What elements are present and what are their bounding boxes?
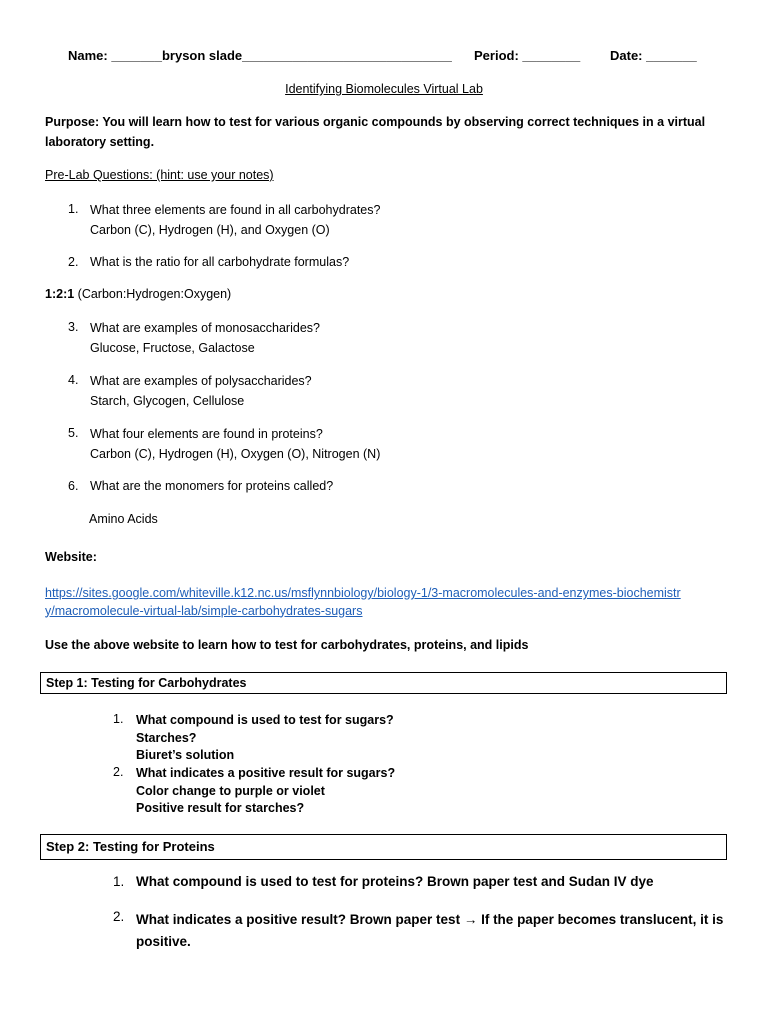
step-item-line: What indicates a positive result? Brown paper test → If the paper becomes translucent, it is	[136, 912, 724, 927]
ratio-description: (Carbon:Hydrogen:Oxygen)	[74, 287, 232, 301]
date-field: Date: _______	[610, 48, 697, 63]
period-field: Period: ________	[474, 48, 581, 63]
instruction-text: Use the above website to learn how to test for carbohydrates, proteins, and lipids	[45, 638, 529, 652]
question-item	[90, 202, 380, 239]
name-field: Name: _______bryson slade_____________________________	[68, 48, 452, 63]
question-text: What are examples of monosaccharides?	[90, 321, 320, 335]
step-item-line: What compound is used to test for proteins? Brown paper test and Sudan IV dye	[136, 874, 654, 889]
step-item-line: What compound is used to test for sugars?	[136, 713, 394, 727]
answer-text: Carbon (C), Hydrogen (H), and Oxygen (O)	[90, 222, 330, 237]
question-item	[90, 373, 312, 410]
question-text: What three elements are found in all carbohydrates?	[90, 203, 381, 217]
question-number: 3.	[68, 320, 79, 334]
step-item-line: Biuret’s solution	[136, 748, 235, 762]
question-number: 6.	[68, 479, 79, 493]
page-title: Identifying Biomolecules Virtual Lab	[285, 82, 483, 96]
step-item-number: 1.	[113, 874, 125, 889]
step-item-line: Color change to purple or violet	[136, 783, 325, 798]
answer-text: Carbon (C), Hydrogen (H), Oxygen (O), Nitrogen (N)	[90, 446, 381, 461]
answer-text: Amino Acids	[89, 512, 158, 526]
ratio-answer	[45, 287, 231, 301]
ratio-value: 1:2:1	[45, 287, 75, 301]
step-item	[136, 765, 395, 818]
question-item	[90, 320, 320, 357]
step-item-number: 1.	[113, 712, 124, 726]
step-item-number: 2.	[113, 765, 124, 779]
step-item	[136, 712, 394, 765]
question-number: 2.	[68, 255, 79, 269]
question-number: 5.	[68, 426, 79, 440]
prelab-heading: Pre-Lab Questions: (hint: use your notes)	[45, 168, 274, 182]
website-url-line-2[interactable]: y/macromolecule-virtual-lab/simple-carbohydrates-sugars	[45, 603, 363, 618]
website-url-line-1[interactable]: https://sites.google.com/whiteville.k12.nc.us/msflynnbiology/biology-1/3-macromolecules-and-enzymes-biochemistr	[45, 586, 681, 600]
answer-text: Starch, Glycogen, Cellulose	[90, 393, 245, 408]
answer-text: Glucose, Fructose, Galactose	[90, 340, 255, 355]
step-item	[136, 909, 723, 953]
step1-header: Step 1: Testing for Carbohydrates	[40, 672, 727, 694]
website-label: Website:	[45, 550, 97, 564]
question-number: 4.	[68, 373, 79, 387]
question-item	[90, 426, 380, 463]
question-text: What are examples of polysaccharides?	[90, 374, 312, 388]
question-text: What are the monomers for proteins called?	[90, 479, 334, 493]
step-item-line: What indicates a positive result for sugars?	[136, 766, 396, 780]
question-text: What four elements are found in proteins?	[90, 427, 323, 441]
question-text: What is the ratio for all carbohydrate formulas?	[90, 255, 350, 269]
question-number: 1.	[68, 202, 79, 216]
step-item-line: Starches?	[136, 730, 197, 745]
step-item-line: Positive result for starches?	[136, 801, 305, 815]
purpose-text	[45, 114, 705, 151]
website-link[interactable]	[45, 585, 681, 620]
step2-header: Step 2: Testing for Proteins	[40, 834, 727, 860]
purpose-line-2: laboratory setting.	[45, 134, 155, 149]
step-item-line: positive.	[136, 934, 191, 949]
step-item-number: 2.	[113, 909, 125, 924]
purpose-line-1: Purpose: You will learn how to test for various organic compounds by observing correct techniques in a virtual	[45, 115, 706, 129]
